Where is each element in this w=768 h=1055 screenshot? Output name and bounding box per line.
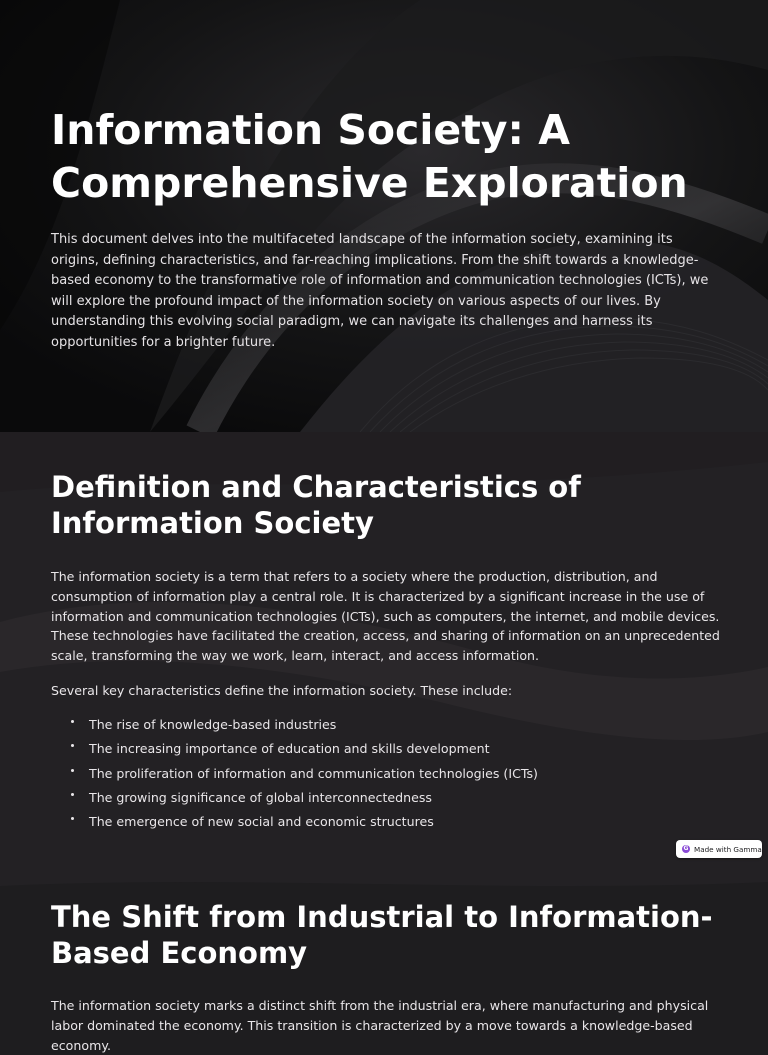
bullet-dot-icon (71, 720, 74, 723)
list-item-text: The proliferation of information and communication technologies (ICTs) (89, 765, 538, 781)
hero-section (0, 0, 768, 432)
definition-paragraph: The information society is a term that refers to a society where the production, distribution, and consumption of information play a central role. It is characterized by a significant increase in the use of information and communication technologies (ICTs), such as computers, the internet, and mobile devices. These technologies have facilitated the creation, access, and sharing of information on an unprecedented scale, transforming the way we work, learn, interact, and access information. (51, 569, 720, 664)
definition-section (0, 432, 768, 864)
bullet-dot-icon (71, 744, 74, 747)
economy-shift-section (0, 864, 768, 1053)
economy-shift-paragraph: The information society marks a distinct shift from the industrial era, where manufacturing and physical labor dominated the economy. This transition is characterized by a move towards a knowledge-based economy. (51, 998, 709, 1053)
list-item (51, 764, 711, 788)
made-with-gamma-badge[interactable] (676, 840, 762, 858)
section-title-definition: Definition and Characteristics of Information Society (51, 470, 581, 540)
list-item-text: The growing significance of global interconnectedness (89, 789, 432, 805)
characteristics-intro: Several key characteristics define the information society. These include: (51, 683, 513, 698)
hero-background-waves (0, 0, 768, 432)
badge-label: Made with Gamma (694, 844, 762, 854)
hero-title: Information Society: A Comprehensive Exploration (51, 106, 688, 207)
list-item (51, 788, 711, 812)
characteristics-list (51, 715, 711, 836)
list-item (51, 739, 711, 763)
section-title-economy-shift: The Shift from Industrial to Information-Based Economy (51, 900, 713, 970)
bullet-dot-icon (71, 769, 74, 772)
list-item-text: The rise of knowledge-based industries (89, 717, 337, 732)
gamma-logo-icon: G (683, 845, 689, 852)
list-item-text: The emergence of new social and economic structures (89, 814, 434, 830)
hero-intro-paragraph: This document delves into the multifaceted landscape of the information society, examining its origins, defining characteristics, and far-reaching implications. From the shift towards a knowledge-based economy to the transformative role of information and communication technologies (ICTs), we will explore the profound impact of the information society on various aspects of our lives. By understanding this evolving social paradigm, we can navigate its challenges and harness its opportunities for a brighter future. (51, 232, 709, 350)
list-item-text: The increasing importance of education and skills development (89, 741, 490, 757)
bullet-dot-icon (71, 817, 74, 820)
bullet-dot-icon (71, 793, 74, 796)
list-item (51, 715, 711, 739)
list-item (51, 812, 711, 836)
